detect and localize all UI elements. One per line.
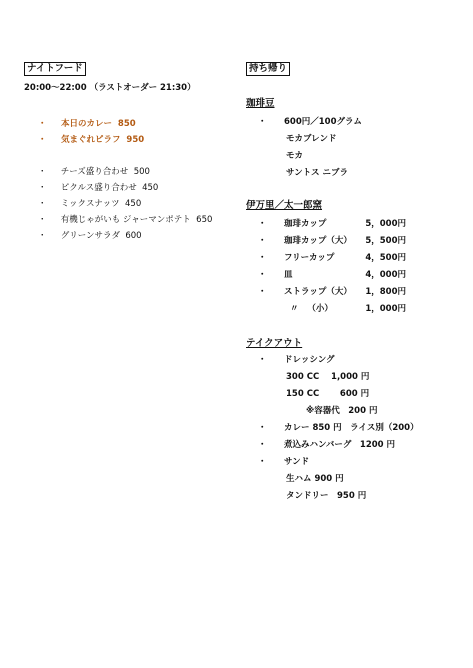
list-item xyxy=(246,114,461,131)
item-price: 650 xyxy=(196,215,213,225)
list-item xyxy=(246,437,461,454)
item-name: 有機じゃがいも ジャーマンポテト xyxy=(60,215,191,225)
list-item xyxy=(24,164,234,180)
list-item xyxy=(246,216,406,233)
bullet: ・ xyxy=(258,423,267,433)
bullet: ・ xyxy=(258,270,267,280)
item-price: 5，500円 xyxy=(365,236,406,246)
item-price: 4，000円 xyxy=(365,270,406,280)
special-list xyxy=(24,116,234,148)
list-item xyxy=(246,454,461,471)
list-item: 生ハム 900 円 xyxy=(286,474,344,484)
item-price: 450 xyxy=(125,199,142,209)
item-name: ピクルス盛り合わせ xyxy=(60,183,137,193)
item-price: 850 xyxy=(117,119,136,129)
night-food-title: ナイトフード xyxy=(24,62,86,76)
list-item: モカ xyxy=(286,151,304,161)
list-item xyxy=(24,196,234,212)
curry-item: カレー 850 円 ライス別（200） xyxy=(284,423,419,433)
hamburg-item: 煮込みハンバーグ 1200 円 xyxy=(284,440,396,450)
list-item: サントス ニブラ xyxy=(286,168,348,178)
list-item xyxy=(246,369,461,386)
item-price: 600 xyxy=(125,231,142,241)
imari-section xyxy=(246,200,461,318)
item-name: ミックスナッツ xyxy=(60,199,120,209)
item-name: （小） xyxy=(307,304,333,314)
container-fee: ※容器代 200 円 xyxy=(306,406,378,416)
takeout-heading: テイクアウト xyxy=(246,338,303,349)
item-price: 450 xyxy=(142,183,159,193)
list-item xyxy=(246,250,406,267)
takeaway-title: 持ち帰り xyxy=(246,62,290,76)
night-food-list xyxy=(24,164,234,244)
takeaway-section xyxy=(246,56,461,505)
imari-list xyxy=(246,216,406,318)
item-name: 珈琲カップ（大） xyxy=(284,236,352,246)
item-price: 950 xyxy=(126,135,145,145)
bullet: ・ xyxy=(258,287,267,297)
list-item xyxy=(24,132,234,148)
bullet: ・ xyxy=(38,231,47,241)
ditto-mark: 〃 xyxy=(290,304,299,314)
bullet: ・ xyxy=(258,253,267,263)
coffee-beans-heading: 珈琲豆 xyxy=(246,98,275,109)
item-price: 1，000円 xyxy=(365,304,406,314)
bullet: ・ xyxy=(38,199,47,209)
item-price: 5，000円 xyxy=(365,219,406,229)
list-item xyxy=(24,212,234,228)
list-item xyxy=(246,301,406,318)
bullet: ・ xyxy=(38,183,47,193)
bullet: ・ xyxy=(38,167,47,177)
bullet: ・ xyxy=(258,219,267,229)
coffee-beans-section xyxy=(246,98,461,182)
bullet: ・ xyxy=(258,117,267,127)
coffee-price-line: 600円／100グラム xyxy=(284,117,362,127)
bullet: ・ xyxy=(258,355,267,365)
bullet: ・ xyxy=(258,236,267,246)
list-item xyxy=(246,284,406,301)
item-name: 珈琲カップ xyxy=(284,219,327,229)
list-item: タンドリー 950 円 xyxy=(286,491,367,501)
bullet: ・ xyxy=(38,119,47,129)
list-item xyxy=(246,386,461,403)
bullet: ・ xyxy=(258,457,267,467)
item-name: 皿 xyxy=(284,270,293,280)
item-name: チーズ盛り合わせ xyxy=(60,167,129,177)
list-item xyxy=(246,267,406,284)
item-name: グリーンサラダ xyxy=(60,231,120,241)
dressing-price: 1,000 円 xyxy=(331,372,370,382)
sandwich-label: サンド xyxy=(284,457,310,467)
imari-heading: 伊万里／太一郎窯 xyxy=(246,200,323,211)
night-food-hours: 20:00～22:00 （ラストオーダー 21:30） xyxy=(24,83,196,93)
dressing-size: 150 CC xyxy=(286,389,320,399)
bullet: ・ xyxy=(38,135,47,145)
list-item: モカブレンド xyxy=(286,134,337,144)
list-item xyxy=(24,228,234,244)
item-price: 500 xyxy=(133,167,150,177)
dressing-price: 600 円 xyxy=(339,389,370,399)
list-item xyxy=(246,420,461,437)
item-name: フリーカップ xyxy=(284,253,335,263)
list-item xyxy=(24,180,234,196)
item-price: 4，500円 xyxy=(365,253,406,263)
dressing-label: ドレッシング xyxy=(284,355,335,365)
bullet: ・ xyxy=(258,440,267,450)
night-food-section xyxy=(24,56,234,244)
item-name: 本日のカレー xyxy=(60,119,112,129)
list-item xyxy=(24,116,234,132)
dressing-size: 300 CC xyxy=(286,372,320,382)
takeout-section xyxy=(246,338,461,505)
item-name: 気まぐれピラフ xyxy=(60,135,121,145)
bullet: ・ xyxy=(38,215,47,225)
list-item xyxy=(246,352,461,369)
item-price: 1，800円 xyxy=(365,287,406,297)
takeout-list xyxy=(246,352,461,505)
coffee-beans-list xyxy=(246,114,461,182)
item-name: ストラップ（大） xyxy=(284,287,352,297)
list-item xyxy=(246,233,406,250)
